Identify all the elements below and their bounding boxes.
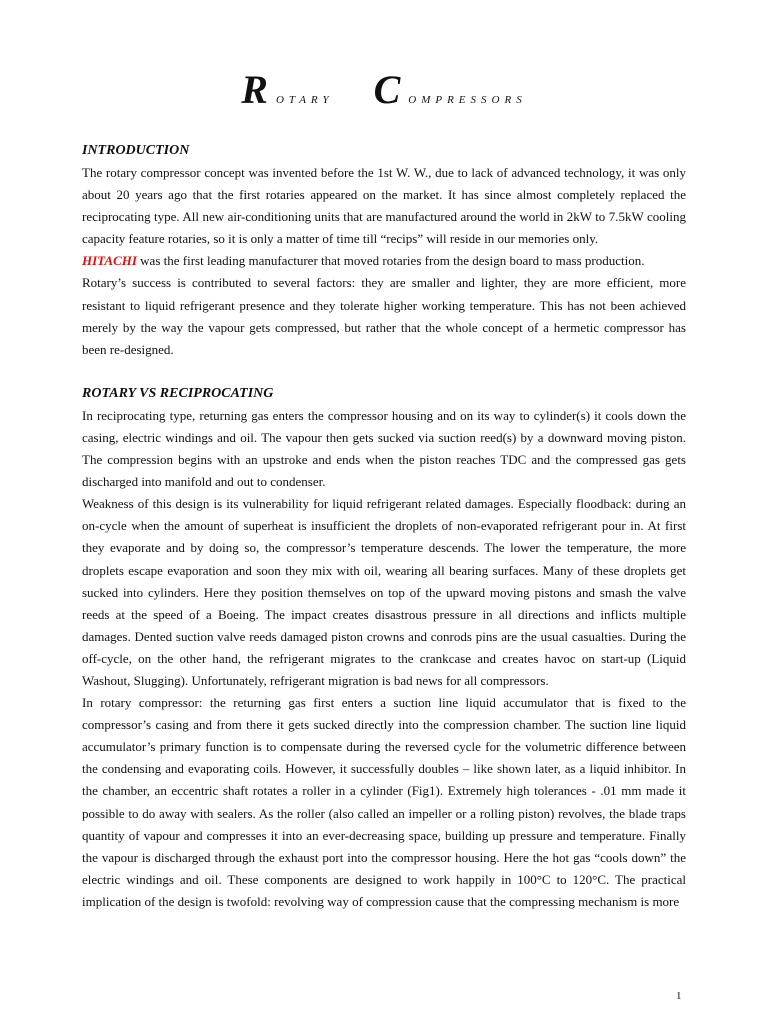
title-initial-c: C: [373, 67, 401, 112]
section-heading-rotary-vs-reciprocating: ROTARY VS RECIPROCATING: [82, 385, 274, 401]
paragraph-rotary-1: In rotary compressor: the returning gas first enters a suction line liquid accumulator that is fixed to the compressor’s casing and from there it gets sucked directly into the compression chamber. The suction line liquid accumulator’s primary function is to compensate during the reversed cycle for the volumetric difference between the condensing and evaporating coils. However, it successfully doubles – like shown later, as a liquid inhibitor. In the chamber, an eccentric shaft rotates a roller in a cylinder (Fig1). Extremely high tolerances - .01 mm made it possible to do away with sealers. As the roller (also called an impeller or a rolling piston) revolves, the blade traps quantity of vapour and compresses it into an ever-decreasing space, building up pressure and temperature. Finally the vapour is discharged through the exhaust port into the compressor housing. Here the hot gas “cools down” the electric windings and oil. These components are designed to work happily in 100°C to 120°C. The practical implication of the design is twofold: revolving way of compression cause that the compressing mechanism is more: [82, 695, 686, 909]
paragraph-intro-2: Rotary’s success is contributed to several factors: they are smaller and lighter, they are more efficient, more resistant to liquid refrigerant presence and they tolerate higher working temperature. This has not been achieved merely by the way the vapour gets compressed, but rather that the whole concept of a hermetic compressor has been re-designed.: [82, 275, 686, 357]
paragraph-reciprocating-2: Weakness of this design is its vulnerability for liquid refrigerant related damages. Especially floodback: during an on-cycle when the amount of superheat is insufficient the droplets of non-evaporated refrigerant pour in. At first they evaporate and by doing so, the compressor’s temperature descends. The lower the temperature, the more droplets escape evaporation and soon they mix with oil, wearing all bearing surfaces. Many of these droplets get sucked into cylinders. Here they position themselves on top of the upward moving pistons and smash the valve reeds at the speed of a Boeing. The impact creates disastrous pressure in all directions and inflicts multiple damages. Dented suction valve reeds damaged piston crowns and conrods pins are the usual casualties. During the off-cycle, on the other hand, the refrigerant migrates to the crankcase and creates havoc on start-up (Liquid Washout, Slugging). Unfortunately, refrigerant migration is bad news for all compressors.: [82, 496, 686, 688]
paragraph-intro-1: The rotary compressor concept was invented before the 1st W. W., due to lack of advanced technology, it was only about 20 years ago that the first rotaries appeared on the market. It has since almost completely replaced the reciprocating type. All new air-conditioning units that are manufactured around the world in 2kW to 7.5kW cooling capacity feature rotaries, so it is only a matter of time till “recips” will reside in our memories only.: [82, 165, 686, 247]
document-body: [82, 140, 686, 913]
section-heading-introduction: INTRODUCTION: [82, 143, 190, 158]
page-title: [0, 67, 768, 112]
brand-hitachi: HITACHI: [82, 253, 137, 269]
title-rest-otary: OTARY: [275, 94, 334, 106]
paragraph-reciprocating-1: In reciprocating type, returning gas enters the compressor housing and on its way to cylinder(s) it cools down the casing, electric windings and oil. The vapour then gets sucked via suction reed(s) by a downward moving piston. The compression begins with an upstroke and ends when the piston reaches TDC and the compressed gas gets discharged into manifold and out to condenser.: [82, 407, 686, 490]
page-number: 1: [676, 990, 682, 1002]
paragraph-hitachi: [82, 250, 686, 272]
brand-sentence-text: was the first leading manufacturer that moved rotaries from the design board to mass production.: [136, 253, 645, 269]
title-initial-r: R: [241, 67, 268, 112]
title-rest-ompressors: OMPRESSORS: [408, 94, 527, 106]
